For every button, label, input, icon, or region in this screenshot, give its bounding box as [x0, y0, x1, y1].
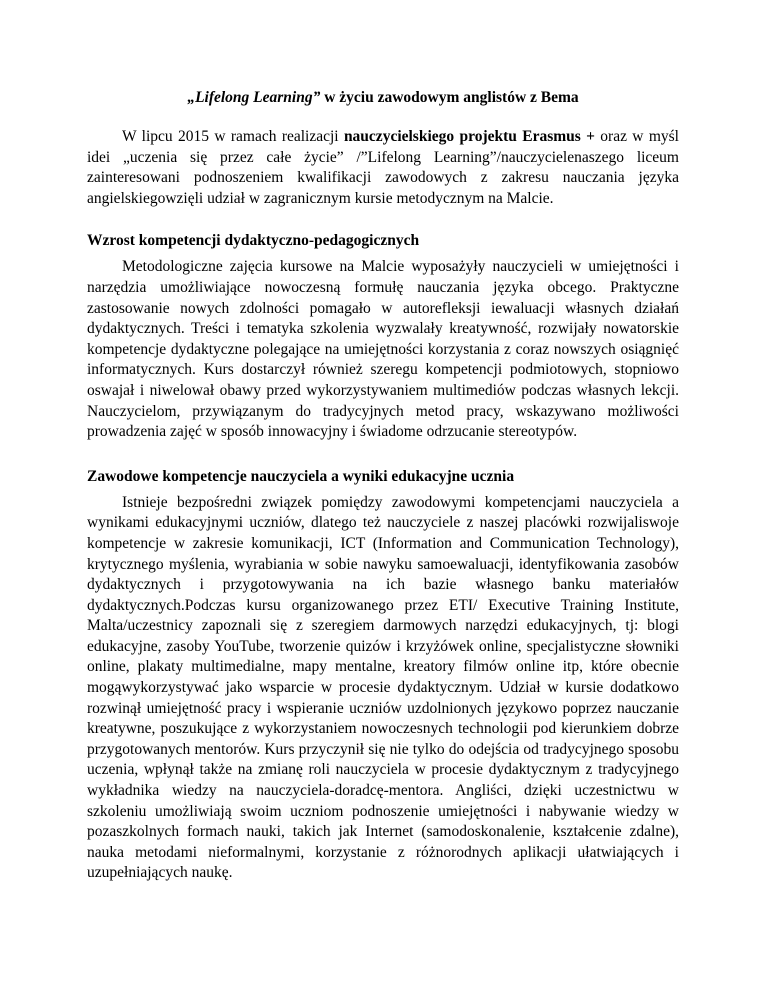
section-paragraph-competences: Metodologiczne zajęcia kursowe na Malcie wyposażyły nauczycieli w umiejętności i narzędzia umożliwiające nowoczesną formułę nauczania języka obcego. Praktyczne zastosowanie nowych zdolności pomagało w autorefleksji iewaluacji własnych działań dydaktycznych. Treści i tematyka szkolenia wyzwalały kreatywność, rozwijały nowatorskie kompetencje dydaktyczne polegające na umiejętności korzystania z coraz nowszych osiągnięć informatycznych. Kurs dostarczył również szeregu kompetencji podmiotowych, stopniowo oswajał i niwelował obawy przed wykorzystywaniem multimediów podczas własnych lekcji. Nauczycielom, przywiązanym do tradycyjnych metod pracy, wskazywano możliwości prowadzenia zajęć w sposób innowacyjny i świadome odrzucanie stereotypów.: [87, 258, 679, 441]
intro-project-name: nauczycielskiego projektu Erasmus +: [343, 128, 595, 145]
document-page: [87, 88, 679, 884]
intro-paragraph: [87, 127, 679, 209]
title-rest: w życiu zawodowym anglistów z Bema: [320, 89, 579, 106]
title-italic: „Lifelong Learning”: [187, 89, 321, 106]
intro-text-start: W lipcu 2015 w ramach realizacji: [122, 128, 344, 145]
section-heading-competences: Wzrost kompetencji dydaktyczno-pedagogicznych: [87, 232, 420, 250]
section-paragraph-results: Istnieje bezpośredni związek pomiędzy zawodowymi kompetencjami nauczyciela a wynikami edukacyjnymi uczniów, dlatego też nauczyciele z naszej placówki rozwijaliswoje kompetencje w zakresie komunikacji, ICT (Information and Communication Technology), krytycznego myślenia, wyrabiania w sobie nawyku samoewaluacji, identyfikowania zasobów dydaktycznych i przygotowywania na ich bazie własnego banku materiałów dydaktycznych.Podczas kursu organizowanego przez ETI/ Executive Training Institute, Malta/uczestnicy zapoznali się z szeregiem darmowych narzędzi edukacyjnych, tj: blogi edukacyjne, zasoby YouTube, tworzenie quizów i krzyżówek online, specjalistyczne słowniki online, plakaty multimedialne, mapy mentalne, kreatory filmów online itp, które obecnie mogąwykorzystywać jako wsparcie w procesie dydaktycznym. Udział w kursie dodatkowo rozwinął umiejętność pracy i wspieranie uczniów uzdolnionych językowo poprzez nauczanie kreatywne, poszukujące z wykorzystaniem nowoczesnych technologii pod kierunkiem dobrze przygotowanych mentorów. Kurs przyczynił się nie tylko do odejścia od tradycyjnego sposobu uczenia, wpłynął także na zmianę roli nauczyciela w procesie dydaktycznym z tradycyjnego wykładnika wiedzy na nauczyciela-doradcę-mentora. Angliści, dzięki uczestnictwu w szkoleniu umożliwiają swoim uczniom podnoszenie umiejętności i nabywanie wiedzy w pozaszkolnych formach nauki, takich jak Internet (samodoskonalenie, kształcenie zdalne), nauka metodami nieformalnymi, korzystanie z różnorodnych aplikacji ułatwiających i uzupełniających naukę.: [87, 493, 679, 882]
intro-text-end: oraz w myśl idei „uczenia się przez całe życie” /”Lifelong Learning”/nauczycielenaszego liceum zainteresowani podnoszeniem kwalifikacji zawodowych z zakresu nauczania języka angielskiegowzięli udział w zagranicznym kursie metodycznym na Malcie.: [87, 128, 679, 207]
document-title: [87, 88, 679, 108]
section-heading-results: Zawodowe kompetencje nauczyciela a wyniki edukacyjne ucznia: [87, 467, 515, 485]
